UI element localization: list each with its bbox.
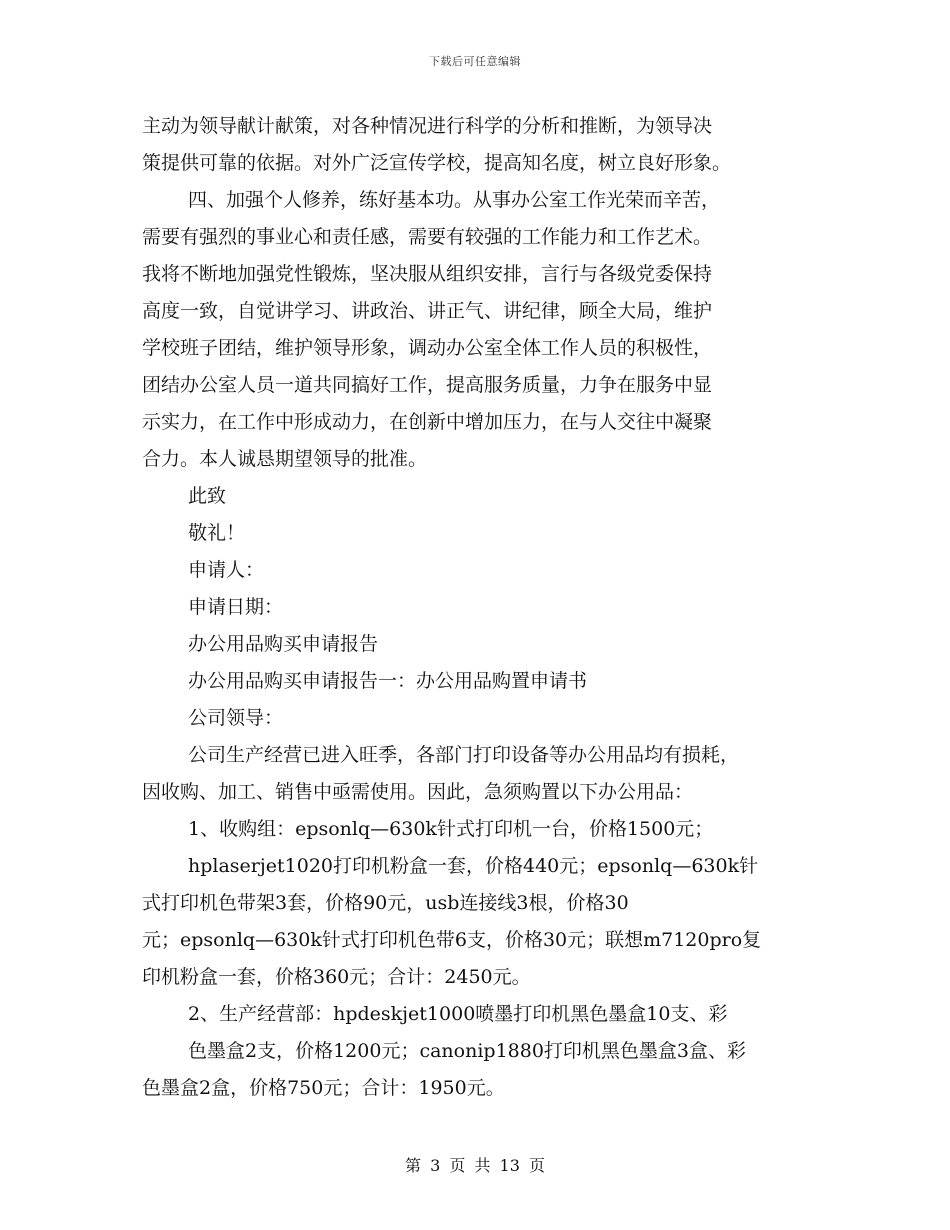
text-line: 敬礼！ bbox=[188, 522, 246, 544]
document-body bbox=[142, 108, 822, 1107]
text-line: 合力。本人诚恳期望领导的批准。 bbox=[142, 448, 428, 470]
text-line: 公司生产经营已进入旺季，各部门打印设备等办公用品均有损耗， bbox=[188, 744, 740, 766]
text-line: 需要有强烈的事业心和责任感，需要有较强的工作能力和工作艺术。 bbox=[142, 226, 713, 248]
text-line: hplaserjet1020打印机粉盒一套，价格440元；epsonlq—630k针 bbox=[188, 855, 759, 877]
text-line: 办公用品购买申请报告一：办公用品购置申请书 bbox=[188, 670, 588, 692]
header-note: 下载后可任意编辑 bbox=[429, 55, 521, 68]
text-line: 公司领导： bbox=[188, 707, 284, 729]
text-line: 示实力，在工作中形成动力，在创新中增加压力，在与人交往中凝聚 bbox=[142, 411, 713, 433]
page-number-footer: 第 3 页 共 13 页 bbox=[405, 1156, 545, 1175]
text-line: 此致 bbox=[188, 485, 227, 507]
text-line: 色墨盒2盒，价格750元；合计：1950元。 bbox=[142, 1077, 505, 1099]
text-line: 高度一致，自觉讲学习、讲政治、讲正气、讲纪律，顾全大局，维护 bbox=[142, 300, 713, 322]
text-line: 申请人： bbox=[188, 559, 265, 581]
text-line: 策提供可靠的依据。对外广泛宣传学校，提高知名度，树立良好形象。 bbox=[142, 152, 732, 174]
text-line: 四、加强个人修养，练好基本功。从事办公室工作光荣而辛苦， bbox=[188, 189, 721, 211]
text-line: 办公用品购买申请报告 bbox=[188, 633, 379, 655]
text-line: 色墨盒2支，价格1200元；canonip1880打印机黑色墨盒3盒、彩 bbox=[188, 1040, 747, 1062]
text-line: 元；epsonlq—630k针式打印机色带6支，价格30元；联想m7120pro复 bbox=[142, 929, 762, 951]
text-line: 式打印机色带架3套，价格90元，usb连接线3根，价格30 bbox=[142, 892, 629, 914]
text-line: 团结办公室人员一道共同搞好工作，提高服务质量，力争在服务中显 bbox=[142, 374, 713, 396]
text-line: 2、生产经营部：hpdeskjet1000喷墨打印机黑色墨盒10支、彩 bbox=[188, 1003, 728, 1025]
text-line: 印机粉盒一套，价格360元；合计：2450元。 bbox=[142, 966, 531, 988]
text-line: 申请日期： bbox=[188, 596, 284, 618]
text-line: 学校班子团结，维护领导形象，调动办公室全体工作人员的积极性， bbox=[142, 337, 713, 359]
text-line: 1、收购组：epsonlq—630k针式打印机一台，价格1500元； bbox=[188, 818, 714, 840]
text-line: 主动为领导献计献策，对各种情况进行科学的分析和推断，为领导决 bbox=[142, 115, 713, 137]
text-line: 我将不断地加强党性锻炼，坚决服从组织安排，言行与各级党委保持 bbox=[142, 263, 713, 285]
text-line: 因收购、加工、销售中亟需使用。因此，急须购置以下办公用品： bbox=[142, 781, 694, 803]
